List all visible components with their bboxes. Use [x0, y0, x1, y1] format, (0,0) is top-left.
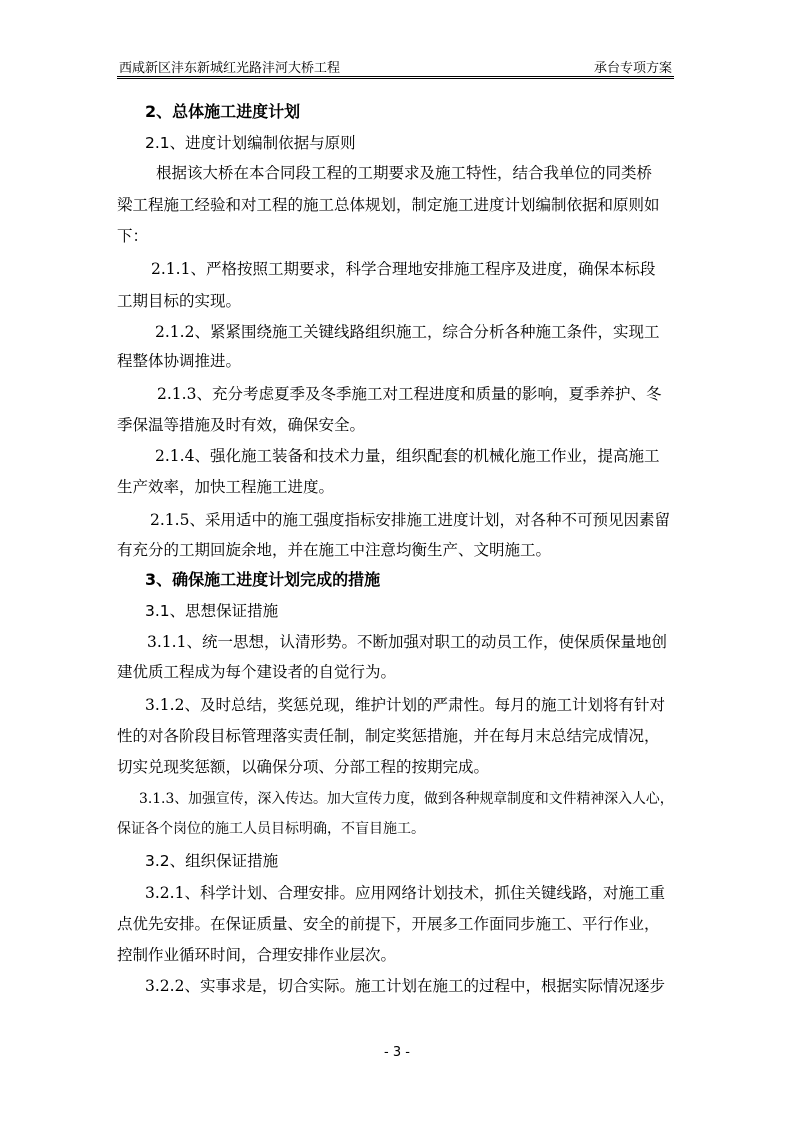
paragraph-line: 梁工程施工经验和对工程的施工总体规划，制定施工进度计划编制依据和原则如 — [117, 196, 660, 214]
heading-section-2: 2、总体施工进度计划 — [145, 102, 301, 121]
paragraph-line: 下： — [117, 227, 149, 245]
paragraph-line: 3.1.3、加强宣传，深入传达。加大宣传力度，做到各种规章制度和文件精神深入人心， — [139, 791, 674, 807]
paragraph-line: 3.2.2、实事求是，切合实际。施工计划在施工的过程中，根据实际情况逐步 — [145, 977, 665, 995]
paragraph-line: 2.1.1、严格按照工期要求，科学合理地安排施工程序及进度，确保本标段 — [151, 260, 656, 278]
paragraph-line: 保证各个岗位的施工人员目标明确，不盲目施工。 — [117, 821, 425, 837]
page-number: - 3 - — [384, 1045, 410, 1060]
paragraph-line: 点优先安排。在保证质量、安全的前提下，开展多工作面同步施工、平行作业， — [117, 915, 660, 933]
paragraph-line: 切实兑现奖惩额，以确保分项、分部工程的按期完成。 — [117, 758, 490, 776]
paragraph-line: 3.2.1、科学计划、合理安排。应用网络计划技术，抓住关键线路，对施工重 — [145, 884, 665, 902]
paragraph-line: 工期目标的实现。 — [117, 292, 242, 310]
paragraph-line: 控制作业循环时间，合理安排作业层次。 — [117, 946, 397, 964]
paragraph-line: 生产效率，加快工程施工进度。 — [117, 478, 335, 496]
header-document-title: 承台专项方案 — [593, 61, 672, 76]
paragraph-line: 2.1.2、紧紧围绕施工关键线路组织施工，综合分析各种施工条件，实现工 — [155, 323, 660, 341]
paragraph-line: 2.1.4、强化施工装备和技术力量，组织配套的机械化施工作业，提高施工 — [155, 447, 660, 465]
subheading-3-2: 3.2、组织保证措施 — [145, 852, 279, 870]
paragraph-line: 根据该大桥在本合同段工程的工期要求及施工特性，结合我单位的同类桥 — [156, 164, 653, 182]
heading-section-3: 3、确保施工进度计划完成的措施 — [145, 570, 381, 589]
paragraph-line: 2.1.5、采用适中的施工强度指标安排施工进度计划，对各种不可预见因素留 — [150, 511, 670, 529]
subheading-3-1: 3.1、思想保证措施 — [145, 602, 279, 620]
paragraph-line: 3.1.1、统一思想，认清形势。不断加强对职工的动员工作，使保质保量地创 — [147, 633, 667, 651]
paragraph-line: 性的对各阶段目标管理落实责任制，制定奖惩措施，并在每月末总结完成情况， — [117, 727, 660, 745]
header-project-title: 西咸新区沣东新城红光路沣河大桥工程 — [119, 61, 341, 76]
paragraph-line: 季保温等措施及时有效，确保安全。 — [117, 416, 366, 434]
page-header — [117, 54, 674, 76]
paragraph-line: 3.1.2、及时总结，奖惩兑现，维护计划的严肃性。每月的施工计划将有针对 — [145, 696, 665, 714]
paragraph-line: 有充分的工期回旋余地，并在施工中注意均衡生产、文明施工。 — [117, 541, 552, 559]
subheading-2-1: 2.1、进度计划编制依据与原则 — [145, 134, 356, 152]
paragraph-line: 程整体协调推进。 — [117, 352, 242, 370]
paragraph-line: 建优质工程成为每个建设者的自觉行为。 — [117, 663, 397, 681]
paragraph-line: 2.1.3、充分考虑夏季及冬季施工对工程进度和质量的影响，夏季养护、冬 — [157, 385, 662, 403]
header-rule — [117, 76, 674, 79]
